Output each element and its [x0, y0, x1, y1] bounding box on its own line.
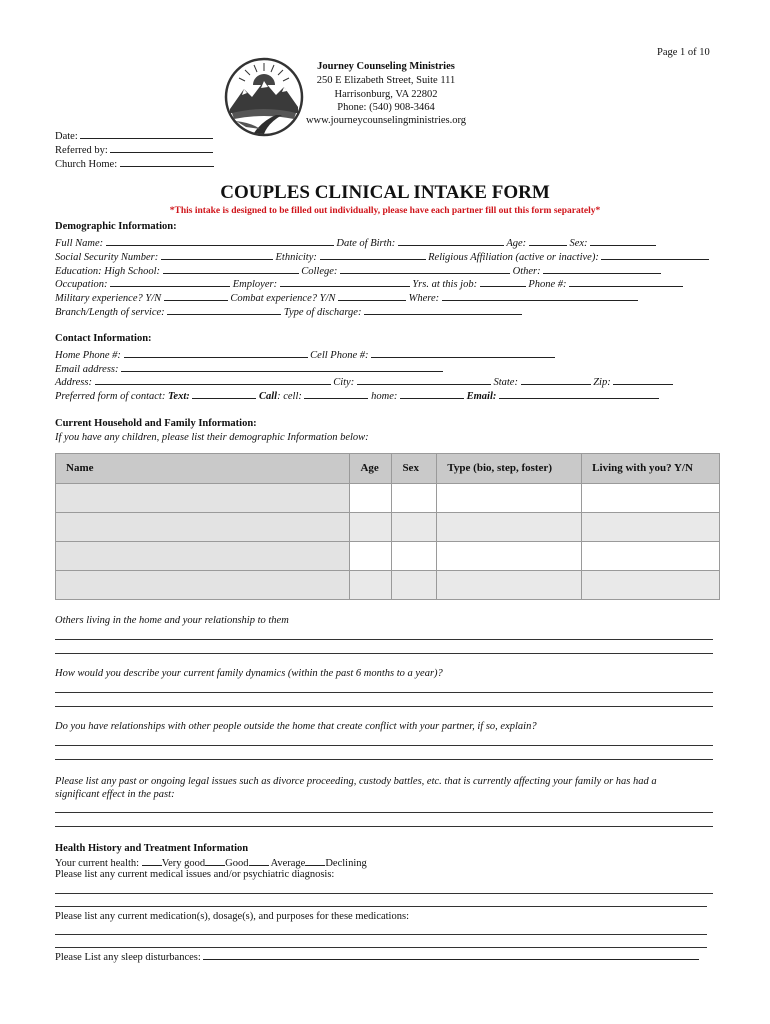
- full-name-field[interactable]: [106, 235, 334, 246]
- sleep-label: Please List any sleep disturbances:: [55, 952, 201, 963]
- home-option-label: home:: [371, 391, 398, 402]
- yrs-field[interactable]: [480, 276, 526, 287]
- column-header-age: Age: [350, 454, 392, 484]
- household-subheading: If you have any children, please list their demographic Information below:: [55, 432, 369, 443]
- sleep-row: [55, 949, 699, 964]
- demographic-row-4: [55, 276, 683, 291]
- page-number: Page 1 of 10: [657, 47, 710, 58]
- cell-phone-label: Cell Phone #:: [310, 350, 369, 361]
- religious-field[interactable]: [601, 249, 709, 260]
- home-phone-field[interactable]: [124, 347, 308, 358]
- child-age-cell[interactable]: [350, 542, 392, 571]
- employer-phone-field[interactable]: [569, 276, 683, 287]
- child-sex-cell[interactable]: [392, 542, 437, 571]
- occupation-field[interactable]: [110, 276, 230, 287]
- demographic-row-1: [55, 235, 656, 250]
- other-label: Other:: [512, 266, 541, 277]
- cell-phone-field[interactable]: [371, 347, 555, 358]
- answer-line[interactable]: [55, 934, 707, 935]
- state-field[interactable]: [521, 374, 591, 385]
- cell-option-label: : cell:: [277, 391, 302, 402]
- average-option: Average: [270, 858, 306, 869]
- column-header-name: Name: [56, 454, 350, 484]
- cell-option-field[interactable]: [304, 388, 368, 399]
- child-name-cell[interactable]: [56, 571, 350, 600]
- answer-line[interactable]: [55, 639, 713, 640]
- current-health-label: Your current health:: [55, 858, 140, 869]
- demographic-row-6: [55, 304, 522, 319]
- military-field[interactable]: [164, 290, 228, 301]
- ssn-field[interactable]: [161, 249, 273, 260]
- child-living-cell[interactable]: [582, 542, 720, 571]
- child-age-cell[interactable]: [350, 484, 392, 513]
- child-sex-cell[interactable]: [392, 484, 437, 513]
- good-option: Good: [225, 858, 249, 869]
- answer-line[interactable]: [55, 906, 707, 907]
- combat-field[interactable]: [338, 290, 406, 301]
- email-label: Email address:: [55, 364, 119, 375]
- table-row: [56, 542, 720, 571]
- ethnicity-field[interactable]: [320, 249, 426, 260]
- referred-by-label: Referred by:: [55, 145, 108, 156]
- answer-line[interactable]: [55, 812, 713, 813]
- date-field[interactable]: [55, 128, 213, 143]
- demographic-row-5: [55, 290, 638, 305]
- contact-row-3: [55, 374, 673, 389]
- column-header-sex: Sex: [392, 454, 437, 484]
- employer-label: Employer:: [232, 279, 278, 290]
- branch-field[interactable]: [167, 304, 281, 315]
- dob-field[interactable]: [398, 235, 504, 246]
- preferred-contact-label: Preferred form of contact:: [55, 391, 166, 402]
- home-option-field[interactable]: [400, 388, 464, 399]
- email-field[interactable]: [121, 361, 443, 372]
- child-name-cell[interactable]: [56, 542, 350, 571]
- average-field[interactable]: [249, 855, 269, 866]
- ssn-label: Social Security Number:: [55, 252, 159, 263]
- college-label: College:: [301, 266, 338, 277]
- yrs-label: Yrs. at this job:: [412, 279, 478, 290]
- text-option-label: Text:: [167, 391, 190, 402]
- form-notice: *This intake is designed to be filled out individually, please have each partner fill out this form separately*: [169, 206, 601, 216]
- where-label: Where:: [408, 293, 440, 304]
- declining-option: Declining: [325, 858, 367, 869]
- high-school-field[interactable]: [163, 263, 299, 274]
- answer-line[interactable]: [55, 893, 713, 894]
- full-name-label: Full Name:: [55, 238, 104, 249]
- other-education-field[interactable]: [543, 263, 661, 274]
- sex-field[interactable]: [590, 235, 656, 246]
- org-address: 250 E Elizabeth Street, Suite 111: [316, 75, 456, 86]
- college-field[interactable]: [340, 263, 510, 274]
- call-option-label: Call: [258, 391, 278, 402]
- column-header-living: Living with you? Y/N: [582, 454, 720, 484]
- medical-issues-label: Please list any current medical issues and/or psychiatric diagnosis:: [55, 869, 335, 880]
- sleep-field[interactable]: [203, 949, 699, 960]
- email-option-label: Email:: [466, 391, 497, 402]
- answer-line[interactable]: [55, 745, 713, 746]
- answer-line[interactable]: [55, 653, 713, 654]
- question-family-dynamics: How would you describe your current family dynamics (within the past 6 months to a year)?: [55, 668, 443, 679]
- answer-line[interactable]: [55, 759, 713, 760]
- answer-line[interactable]: [55, 826, 713, 827]
- military-label: Military experience? Y/N: [55, 293, 162, 304]
- demographic-heading: Demographic Information:: [55, 221, 177, 232]
- discharge-label: Type of discharge:: [283, 307, 362, 318]
- email-option-field[interactable]: [499, 388, 659, 399]
- date-label: Date:: [55, 131, 78, 142]
- education-label: Education: High School:: [55, 266, 160, 277]
- home-phone-label: Home Phone #:: [55, 350, 121, 361]
- combat-label: Combat experience? Y/N: [230, 293, 336, 304]
- org-website: www.journeycounselingministries.org: [305, 115, 467, 126]
- branch-label: Branch/Length of service:: [55, 307, 165, 318]
- city-field[interactable]: [357, 374, 491, 385]
- employer-phone-label: Phone #:: [528, 279, 567, 290]
- household-heading: Current Household and Family Information:: [55, 418, 257, 429]
- child-age-cell[interactable]: [350, 513, 392, 542]
- question-legal-issues-cont: significant effect in the past:: [55, 789, 175, 800]
- church-home-field[interactable]: [55, 156, 214, 171]
- children-table: [55, 453, 720, 600]
- text-option-field[interactable]: [192, 388, 256, 399]
- table-header-row: [56, 454, 720, 484]
- contact-row-4: [55, 388, 659, 403]
- child-type-cell[interactable]: [437, 484, 582, 513]
- child-type-cell[interactable]: [437, 571, 582, 600]
- answer-line[interactable]: [55, 947, 707, 948]
- child-living-cell[interactable]: [582, 571, 720, 600]
- child-name-cell[interactable]: [56, 484, 350, 513]
- org-phone: Phone: (540) 908-3464: [337, 102, 435, 113]
- ethnicity-label: Ethnicity:: [275, 252, 317, 263]
- answer-line[interactable]: [55, 692, 713, 693]
- table-row: [56, 484, 720, 513]
- health-heading: Health History and Treatment Information: [55, 843, 249, 854]
- question-legal-issues: Please list any past or ongoing legal issues such as divorce proceeding, custody battles, etc. that is currently affecting your family or has had a: [55, 776, 657, 787]
- column-header-type: Type (bio, step, foster): [437, 454, 582, 484]
- child-living-cell[interactable]: [582, 513, 720, 542]
- zip-field[interactable]: [613, 374, 673, 385]
- very-good-option: Very good: [161, 858, 206, 869]
- where-field[interactable]: [442, 290, 638, 301]
- answer-line[interactable]: [55, 706, 713, 707]
- contact-heading: Contact Information:: [55, 333, 152, 344]
- contact-row-1: [55, 347, 555, 362]
- child-age-cell[interactable]: [350, 571, 392, 600]
- child-living-cell[interactable]: [582, 484, 720, 513]
- medications-label: Please list any current medication(s), dosage(s), and purposes for these medications:: [55, 911, 409, 922]
- child-type-cell[interactable]: [437, 542, 582, 571]
- demographic-row-2: [55, 249, 709, 264]
- child-name-cell[interactable]: [56, 513, 350, 542]
- sex-label: Sex:: [569, 238, 588, 249]
- child-sex-cell[interactable]: [392, 513, 437, 542]
- good-field[interactable]: [205, 855, 225, 866]
- form-title: COUPLES CLINICAL INTAKE FORM: [220, 182, 550, 203]
- child-type-cell[interactable]: [437, 513, 582, 542]
- religious-label: Religious Affiliation (active or inactive):: [428, 252, 599, 263]
- org-name: Journey Counseling Ministries: [317, 61, 455, 72]
- church-home-label: Church Home:: [55, 159, 118, 170]
- age-label: Age:: [506, 238, 527, 249]
- state-label: State:: [493, 377, 518, 388]
- org-city: Harrisonburg, VA 22802: [334, 89, 438, 100]
- table-row: [56, 571, 720, 600]
- very-good-field[interactable]: [142, 855, 162, 866]
- city-label: City:: [333, 377, 355, 388]
- address-field[interactable]: [95, 374, 331, 385]
- occupation-label: Occupation:: [55, 279, 108, 290]
- referred-by-field[interactable]: [55, 142, 213, 157]
- address-label: Address:: [55, 377, 92, 388]
- declining-field[interactable]: [305, 855, 325, 866]
- question-others-living: Others living in the home and your relationship to them: [55, 615, 289, 626]
- question-outside-conflict: Do you have relationships with other people outside the home that create conflict with your partner, if so, explain?: [55, 721, 537, 732]
- child-sex-cell[interactable]: [392, 571, 437, 600]
- table-row: [56, 513, 720, 542]
- dob-label: Date of Birth:: [336, 238, 396, 249]
- zip-label: Zip:: [593, 377, 611, 388]
- discharge-field[interactable]: [364, 304, 522, 315]
- age-field[interactable]: [529, 235, 567, 246]
- employer-field[interactable]: [280, 276, 410, 287]
